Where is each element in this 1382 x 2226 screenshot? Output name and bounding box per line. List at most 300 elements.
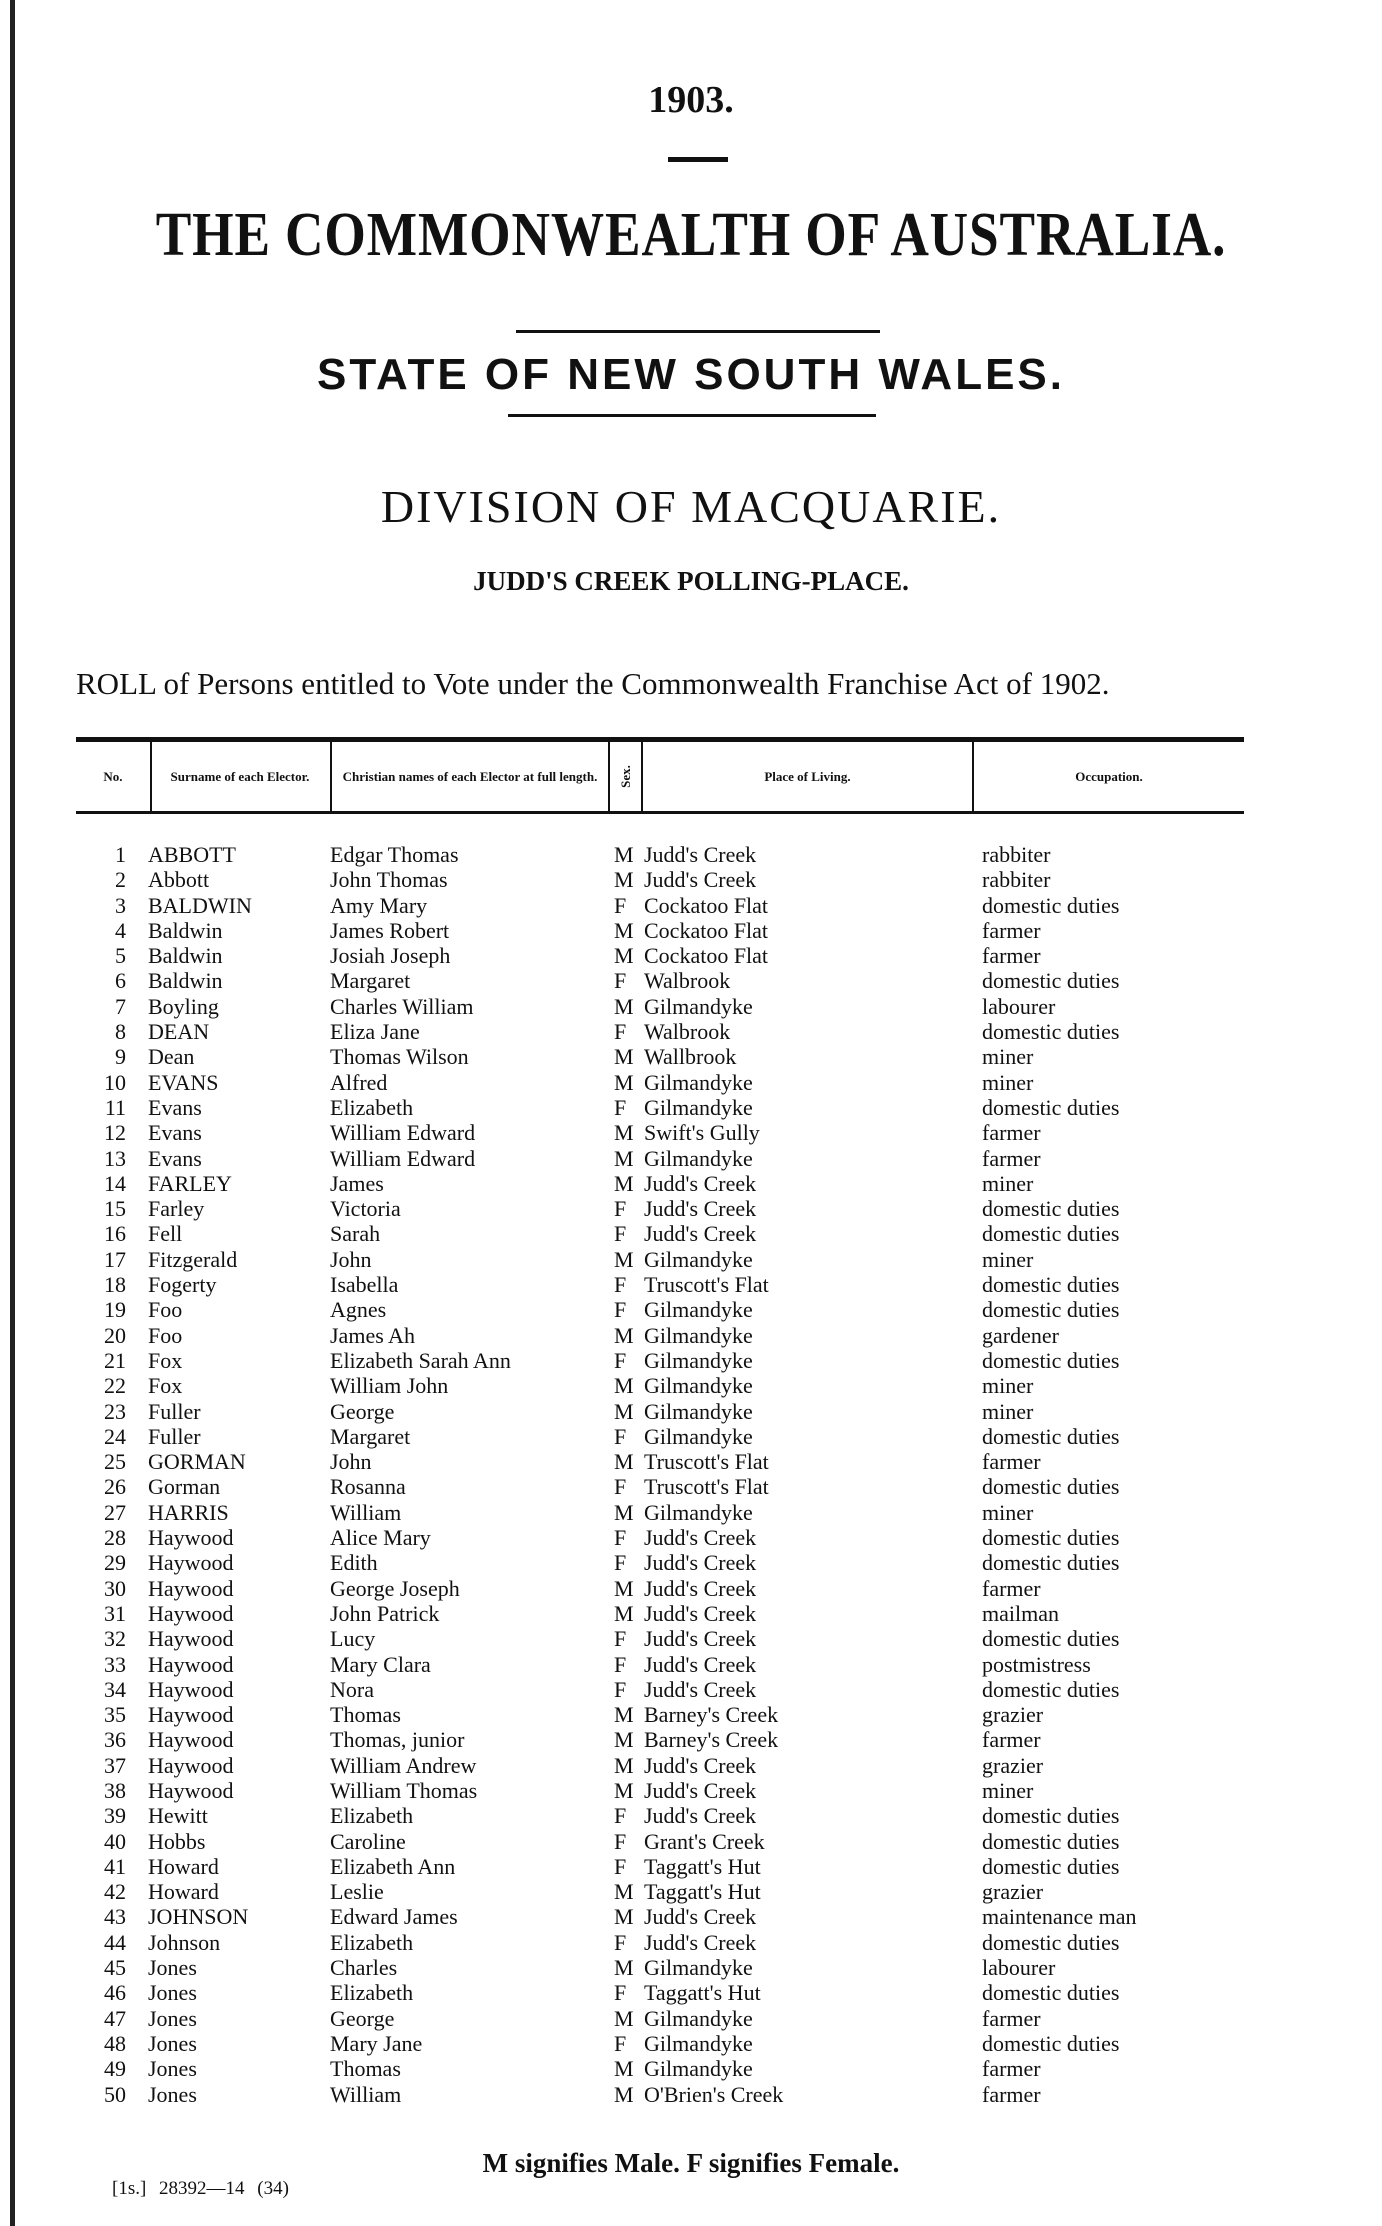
elector-place-of-living: Gilmandyke — [644, 2030, 753, 2056]
elector-surname: FARLEY — [148, 1170, 232, 1196]
elector-roll-list — [0, 842, 1382, 2107]
elector-christian-names: Alice Mary — [330, 1525, 431, 1551]
elector-christian-names: Thomas Wilson — [330, 1044, 469, 1070]
elector-surname: Jones — [148, 2056, 197, 2082]
elector-christian-names: Edgar Thomas — [330, 842, 459, 867]
state-heading: STATE OF NEW SOUTH WALES. — [316, 350, 1066, 399]
table-row — [0, 1196, 1382, 1221]
elector-occupation: farmer — [982, 943, 1041, 969]
elector-place-of-living: Gilmandyke — [644, 1373, 753, 1399]
elector-occupation: domestic duties — [982, 1423, 1120, 1449]
elector-occupation: farmer — [982, 1145, 1041, 1171]
table-row — [0, 1146, 1382, 1171]
elector-place-of-living: Judd's Creek — [644, 1525, 757, 1551]
elector-place-of-living: Gilmandyke — [644, 1322, 753, 1348]
table-row — [0, 1019, 1382, 1044]
elector-sex: M — [614, 2056, 634, 2082]
elector-occupation: miner — [982, 1170, 1034, 1196]
elector-christian-names: Mary Jane — [330, 2030, 423, 2056]
elector-occupation: postmistress — [982, 1651, 1091, 1677]
elector-occupation: domestic duties — [982, 1347, 1120, 1373]
elector-christian-names: Isabella — [330, 1272, 399, 1298]
elector-surname: Fox — [148, 1347, 183, 1373]
elector-surname: Evans — [148, 1120, 202, 1146]
elector-occupation: domestic duties — [982, 1019, 1120, 1045]
table-row — [0, 2056, 1382, 2081]
elector-number: 16 — [104, 1221, 126, 1247]
elector-sex: M — [614, 943, 634, 969]
table-row — [0, 2031, 1382, 2056]
elector-surname: Abbott — [148, 867, 210, 893]
table-row — [0, 1044, 1382, 1069]
elector-number: 30 — [104, 1575, 126, 1601]
elector-place-of-living: Gilmandyke — [644, 993, 753, 1019]
table-row — [0, 2082, 1382, 2107]
table-row — [0, 1601, 1382, 1626]
header-place: Place of Living. — [764, 769, 851, 784]
table-row — [0, 1677, 1382, 1702]
elector-surname: Fox — [148, 1373, 183, 1399]
elector-number: 39 — [104, 1803, 126, 1829]
elector-christian-names: William Edward — [330, 1145, 476, 1171]
elector-number: 35 — [104, 1702, 126, 1728]
elector-sex: F — [614, 1803, 627, 1829]
elector-surname: Baldwin — [148, 943, 223, 969]
table-row — [0, 893, 1382, 918]
elector-number: 47 — [104, 2005, 126, 2031]
elector-sex: M — [614, 2081, 634, 2107]
elector-surname: HARRIS — [148, 1499, 229, 1525]
elector-sex: F — [614, 1094, 627, 1120]
table-row — [0, 1727, 1382, 1752]
table-row — [0, 1930, 1382, 1955]
elector-sex: M — [614, 1752, 634, 1778]
table-row — [0, 1171, 1382, 1196]
table-row — [0, 1753, 1382, 1778]
elector-occupation: domestic duties — [982, 1980, 1120, 2006]
elector-place-of-living: Gilmandyke — [644, 1246, 753, 1272]
column-divider — [330, 742, 332, 811]
elector-occupation: mailman — [982, 1600, 1059, 1626]
elector-number: 38 — [104, 1777, 126, 1803]
elector-place-of-living: Gilmandyke — [644, 1423, 753, 1449]
elector-sex: F — [614, 1676, 627, 1702]
elector-occupation: domestic duties — [982, 1221, 1120, 1247]
elector-christian-names: Edward James — [330, 1904, 458, 1930]
table-row — [0, 867, 1382, 892]
table-row — [0, 1297, 1382, 1322]
elector-occupation: domestic duties — [982, 1626, 1120, 1652]
elector-christian-names: Elizabeth Ann — [330, 1853, 456, 1879]
elector-surname: Howard — [148, 1853, 219, 1879]
elector-christian-names: John Thomas — [330, 867, 448, 893]
elector-number: 5 — [115, 943, 126, 969]
elector-occupation: domestic duties — [982, 1297, 1120, 1323]
elector-surname: Dean — [148, 1044, 195, 1070]
elector-occupation: domestic duties — [982, 1929, 1120, 1955]
elector-sex: M — [614, 1955, 634, 1981]
elector-number: 45 — [104, 1955, 126, 1981]
elector-sex: M — [614, 1904, 634, 1930]
elector-sex: M — [614, 842, 634, 867]
elector-sex: M — [614, 1398, 634, 1424]
elector-sex: M — [614, 1120, 634, 1146]
elector-christian-names: John — [330, 1449, 372, 1475]
elector-christian-names: James Robert — [330, 917, 450, 943]
elector-number: 14 — [104, 1170, 126, 1196]
elector-occupation: farmer — [982, 1449, 1041, 1475]
table-row — [0, 1272, 1382, 1297]
elector-sex: M — [614, 1702, 634, 1728]
table-row — [0, 1373, 1382, 1398]
elector-place-of-living: Gilmandyke — [644, 1069, 753, 1095]
elector-place-of-living: Truscott's Flat — [644, 1474, 769, 1500]
elector-place-of-living: Wallbrook — [644, 1044, 737, 1070]
elector-surname: Haywood — [148, 1575, 234, 1601]
table-row — [0, 1576, 1382, 1601]
elector-number: 28 — [104, 1525, 126, 1551]
table-row — [0, 1095, 1382, 1120]
elector-christian-names: William John — [330, 1373, 449, 1399]
elector-sex: M — [614, 993, 634, 1019]
table-row — [0, 1652, 1382, 1677]
elector-christian-names: Thomas, junior — [330, 1727, 465, 1753]
elector-surname: Fitzgerald — [148, 1246, 238, 1272]
elector-place-of-living: Gilmandyke — [644, 1145, 753, 1171]
elector-sex: M — [614, 1575, 634, 1601]
table-row — [0, 1803, 1382, 1828]
elector-sex: F — [614, 1929, 627, 1955]
elector-surname: Haywood — [148, 1777, 234, 1803]
elector-number: 32 — [104, 1626, 126, 1652]
elector-christian-names: Nora — [330, 1676, 374, 1702]
elector-occupation: domestic duties — [982, 1853, 1120, 1879]
elector-occupation: farmer — [982, 917, 1041, 943]
elector-number: 8 — [115, 1019, 126, 1045]
elector-place-of-living: Judd's Creek — [644, 1550, 757, 1576]
elector-place-of-living: Gilmandyke — [644, 2005, 753, 2031]
elector-sex: F — [614, 1019, 627, 1045]
elector-surname: Jones — [148, 2081, 197, 2107]
elector-occupation: domestic duties — [982, 1272, 1120, 1298]
header-sex: Sex. — [618, 765, 633, 788]
elector-christian-names: James Ah — [330, 1322, 415, 1348]
elector-surname: Baldwin — [148, 968, 223, 994]
elector-occupation: miner — [982, 1777, 1034, 1803]
elector-sex: M — [614, 917, 634, 943]
header-no: No. — [103, 769, 123, 784]
elector-surname: ABBOTT — [148, 842, 236, 867]
elector-surname: Haywood — [148, 1651, 234, 1677]
elector-occupation: domestic duties — [982, 968, 1120, 994]
elector-place-of-living: Judd's Creek — [644, 867, 757, 893]
column-divider — [150, 742, 152, 811]
elector-christian-names: George Joseph — [330, 1575, 460, 1601]
elector-sex: F — [614, 1196, 627, 1222]
table-row — [0, 1829, 1382, 1854]
elector-sex: F — [614, 892, 627, 918]
year-heading: 1903. — [648, 79, 734, 121]
elector-occupation: farmer — [982, 2081, 1041, 2107]
elector-sex: M — [614, 1879, 634, 1905]
elector-number: 2 — [115, 867, 126, 893]
elector-place-of-living: Truscott's Flat — [644, 1449, 769, 1475]
elector-number: 31 — [104, 1600, 126, 1626]
elector-christian-names: Margaret — [330, 1423, 411, 1449]
elector-surname: Jones — [148, 1955, 197, 1981]
elector-christian-names: William Edward — [330, 1120, 476, 1146]
elector-number: 6 — [115, 968, 126, 994]
elector-occupation: grazier — [982, 1702, 1044, 1728]
elector-sex: M — [614, 1145, 634, 1171]
elector-sex: M — [614, 1170, 634, 1196]
elector-place-of-living: Judd's Creek — [644, 1777, 757, 1803]
elector-sex: F — [614, 1474, 627, 1500]
elector-number: 27 — [104, 1499, 126, 1525]
elector-occupation: domestic duties — [982, 2030, 1120, 2056]
table-row — [0, 943, 1382, 968]
table-row — [0, 1980, 1382, 2005]
elector-christian-names: Sarah — [330, 1221, 381, 1247]
elector-place-of-living: Taggatt's Hut — [644, 1853, 761, 1879]
table-row — [0, 1904, 1382, 1929]
table-row — [0, 1500, 1382, 1525]
elector-place-of-living: Judd's Creek — [644, 1170, 757, 1196]
elector-surname: Jones — [148, 1980, 197, 2006]
elector-sex: M — [614, 1069, 634, 1095]
elector-surname: Jones — [148, 2030, 197, 2056]
elector-sex: F — [614, 1423, 627, 1449]
elector-number: 37 — [104, 1752, 126, 1778]
elector-sex: M — [614, 2005, 634, 2031]
elector-number: 33 — [104, 1651, 126, 1677]
elector-number: 3 — [115, 892, 126, 918]
elector-christian-names: James — [330, 1170, 384, 1196]
elector-surname: Jones — [148, 2005, 197, 2031]
elector-occupation: farmer — [982, 1120, 1041, 1146]
roll-title: ROLL of Persons entitled to Vote under the Commonwealth Franchise Act of 1902. — [76, 666, 1110, 701]
elector-surname: Baldwin — [148, 917, 223, 943]
elector-sex: M — [614, 1246, 634, 1272]
elector-occupation: gardener — [982, 1322, 1059, 1348]
elector-surname: Haywood — [148, 1626, 234, 1652]
table-row — [0, 1955, 1382, 1980]
elector-christian-names: Eliza Jane — [330, 1019, 420, 1045]
elector-christian-names: George — [330, 1398, 395, 1424]
table-row — [0, 1550, 1382, 1575]
elector-number: 36 — [104, 1727, 126, 1753]
elector-occupation: farmer — [982, 2005, 1041, 2031]
elector-sex: M — [614, 1044, 634, 1070]
elector-sex: F — [614, 1525, 627, 1551]
elector-number: 26 — [104, 1474, 126, 1500]
elector-surname: Fogerty — [148, 1272, 217, 1298]
elector-sex: M — [614, 1727, 634, 1753]
elector-christian-names: Elizabeth — [330, 1094, 414, 1120]
elector-number: 10 — [104, 1069, 126, 1095]
table-row — [0, 1702, 1382, 1727]
elector-occupation: domestic duties — [982, 1474, 1120, 1500]
elector-surname: Hewitt — [148, 1803, 208, 1829]
elector-christian-names: Elizabeth Sarah Ann — [330, 1347, 511, 1373]
elector-number: 22 — [104, 1373, 126, 1399]
elector-number: 44 — [104, 1929, 126, 1955]
elector-surname: Farley — [148, 1196, 205, 1222]
elector-number: 25 — [104, 1449, 126, 1475]
elector-surname: Haywood — [148, 1727, 234, 1753]
elector-place-of-living: Judd's Creek — [644, 1626, 757, 1652]
table-row — [0, 1879, 1382, 1904]
title-rule — [516, 330, 880, 333]
elector-place-of-living: Judd's Creek — [644, 1676, 757, 1702]
table-row — [0, 1525, 1382, 1550]
table-row — [0, 1854, 1382, 1879]
elector-number: 15 — [104, 1196, 126, 1222]
elector-place-of-living: Cockatoo Flat — [644, 943, 769, 969]
elector-surname: Foo — [148, 1322, 183, 1348]
table-row — [0, 1626, 1382, 1651]
elector-occupation: farmer — [982, 1575, 1041, 1601]
elector-place-of-living: Gilmandyke — [644, 1398, 753, 1424]
elector-surname: Haywood — [148, 1702, 234, 1728]
elector-surname: GORMAN — [148, 1449, 246, 1475]
table-row — [0, 1449, 1382, 1474]
table-row — [0, 1070, 1382, 1095]
elector-place-of-living: Judd's Creek — [644, 1600, 757, 1626]
elector-christian-names: William Thomas — [330, 1777, 478, 1803]
elector-number: 19 — [104, 1297, 126, 1323]
table-row — [0, 1424, 1382, 1449]
elector-christian-names: Victoria — [330, 1196, 401, 1222]
elector-surname: Howard — [148, 1879, 219, 1905]
elector-christian-names: Thomas — [330, 2056, 401, 2082]
elector-place-of-living: Gilmandyke — [644, 1499, 753, 1525]
elector-number: 41 — [104, 1853, 126, 1879]
elector-christian-names: Elizabeth — [330, 1803, 414, 1829]
polling-place-heading: JUDD'S CREEK POLLING-PLACE. — [473, 566, 909, 596]
elector-christian-names: Alfred — [330, 1069, 388, 1095]
elector-surname: EVANS — [148, 1069, 219, 1095]
elector-occupation: miner — [982, 1499, 1034, 1525]
elector-surname: Haywood — [148, 1525, 234, 1551]
elector-number: 43 — [104, 1904, 126, 1930]
table-row — [0, 1323, 1382, 1348]
elector-surname: JOHNSON — [148, 1904, 249, 1930]
elector-christian-names: Josiah Joseph — [330, 943, 451, 969]
elector-christian-names: John Patrick — [330, 1600, 440, 1626]
table-row — [0, 1247, 1382, 1272]
elector-occupation: domestic duties — [982, 1525, 1120, 1551]
elector-surname: Hobbs — [148, 1828, 206, 1854]
elector-sex: F — [614, 968, 627, 994]
elector-surname: Haywood — [148, 1550, 234, 1576]
header-surname: Surname of each Elector. — [170, 769, 310, 784]
elector-sex: F — [614, 1626, 627, 1652]
state-rule — [508, 414, 876, 417]
elector-christian-names: Edith — [330, 1550, 378, 1576]
elector-number: 12 — [104, 1120, 126, 1146]
division-heading: DIVISION OF MACQUARIE. — [380, 481, 1002, 532]
table-row — [0, 1348, 1382, 1373]
elector-surname: DEAN — [148, 1019, 210, 1045]
elector-christian-names: Elizabeth — [330, 1929, 414, 1955]
elector-occupation: domestic duties — [982, 1803, 1120, 1829]
elector-christian-names: Agnes — [330, 1297, 387, 1323]
elector-number: 23 — [104, 1398, 126, 1424]
elector-christian-names: Margaret — [330, 968, 411, 994]
elector-number: 24 — [104, 1423, 126, 1449]
elector-place-of-living: Gilmandyke — [644, 1347, 753, 1373]
table-row — [0, 1474, 1382, 1499]
elector-occupation: maintenance man — [982, 1904, 1137, 1930]
elector-sex: M — [614, 1499, 634, 1525]
table-row — [0, 1120, 1382, 1145]
elector-christian-names: William — [330, 2081, 402, 2107]
table-row — [0, 1778, 1382, 1803]
elector-sex: F — [614, 1853, 627, 1879]
elector-place-of-living: Judd's Creek — [644, 1929, 757, 1955]
elector-place-of-living: Judd's Creek — [644, 1651, 757, 1677]
elector-sex: M — [614, 1777, 634, 1803]
elector-place-of-living: Cockatoo Flat — [644, 892, 769, 918]
elector-occupation: rabbiter — [982, 867, 1051, 893]
elector-sex: M — [614, 1600, 634, 1626]
elector-christian-names: Elizabeth — [330, 1980, 414, 2006]
elector-place-of-living: Barney's Creek — [644, 1727, 779, 1753]
elector-christian-names: Amy Mary — [330, 892, 428, 918]
elector-place-of-living: Walbrook — [644, 968, 731, 994]
elector-occupation: domestic duties — [982, 1196, 1120, 1222]
header-christian-names: Christian names of each Elector at full length. — [342, 769, 598, 784]
elector-surname: Fuller — [148, 1398, 201, 1424]
elector-place-of-living: Taggatt's Hut — [644, 1980, 761, 2006]
elector-place-of-living: Grant's Creek — [644, 1828, 765, 1854]
elector-number: 21 — [104, 1347, 126, 1373]
elector-number: 48 — [104, 2030, 126, 2056]
elector-occupation: rabbiter — [982, 842, 1051, 867]
elector-occupation: farmer — [982, 1727, 1041, 1753]
elector-number: 17 — [104, 1246, 126, 1272]
elector-occupation: miner — [982, 1069, 1034, 1095]
elector-surname: Haywood — [148, 1676, 234, 1702]
table-row — [0, 994, 1382, 1019]
elector-christian-names: Mary Clara — [330, 1651, 431, 1677]
elector-occupation: domestic duties — [982, 892, 1120, 918]
elector-christian-names: Lucy — [330, 1626, 376, 1652]
elector-sex: F — [614, 1297, 627, 1323]
elector-number: 1 — [115, 842, 126, 867]
elector-surname: Gorman — [148, 1474, 221, 1500]
elector-number: 50 — [104, 2081, 126, 2107]
elector-christian-names: William — [330, 1499, 402, 1525]
elector-occupation: miner — [982, 1373, 1034, 1399]
elector-sex: F — [614, 2030, 627, 2056]
table-header-bottom-rule — [76, 811, 1244, 814]
elector-number: 9 — [115, 1044, 126, 1070]
elector-occupation: farmer — [982, 2056, 1041, 2082]
elector-christian-names: John — [330, 1246, 372, 1272]
elector-christian-names: Charles William — [330, 993, 474, 1019]
elector-number: 20 — [104, 1322, 126, 1348]
elector-surname: Fuller — [148, 1423, 201, 1449]
elector-occupation: grazier — [982, 1752, 1044, 1778]
elector-sex: F — [614, 1347, 627, 1373]
elector-place-of-living: Walbrook — [644, 1019, 731, 1045]
elector-sex: F — [614, 1980, 627, 2006]
elector-surname: Evans — [148, 1094, 202, 1120]
elector-christian-names: George — [330, 2005, 395, 2031]
elector-sex: M — [614, 1322, 634, 1348]
